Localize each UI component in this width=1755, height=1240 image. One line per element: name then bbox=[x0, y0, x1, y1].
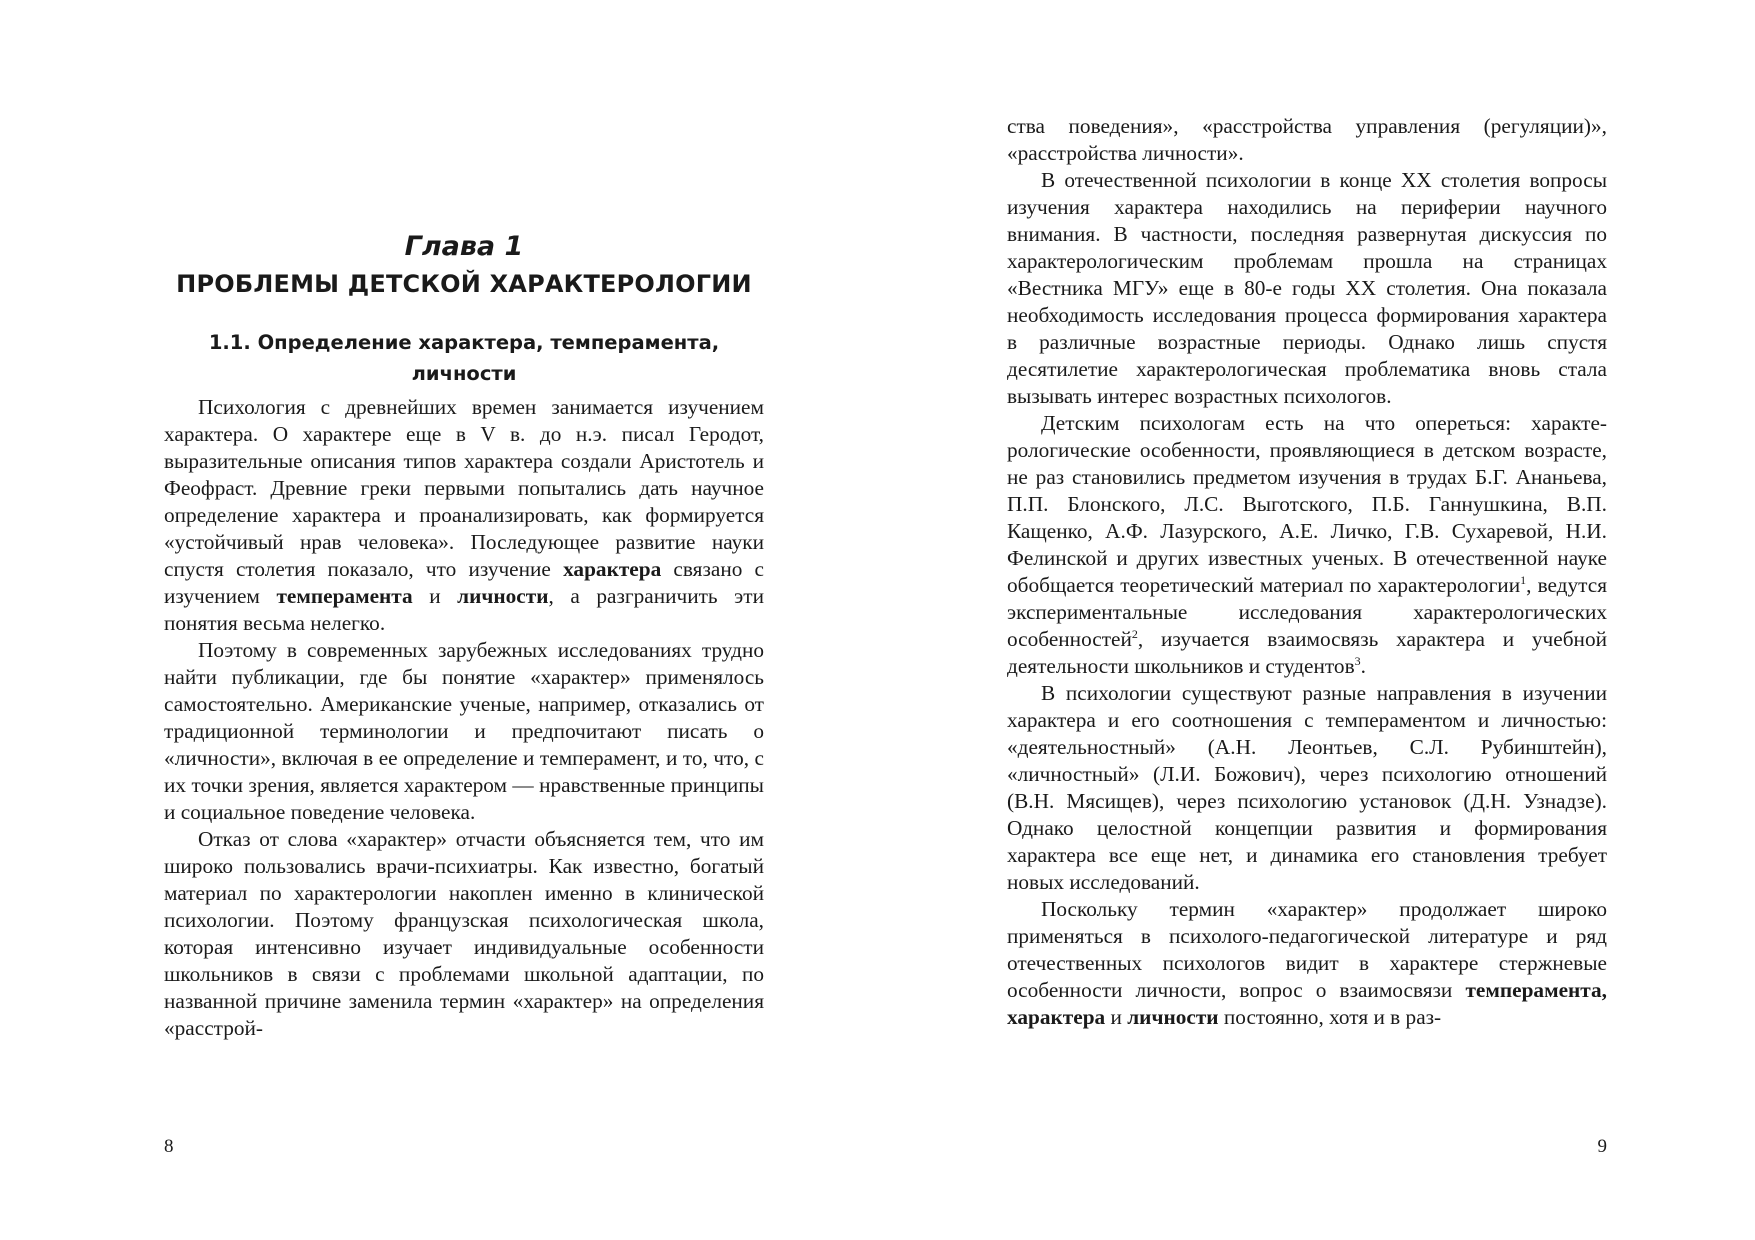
text-span: , изучается взаимосвязь характера и учебной деятельности школьников и студентов bbox=[1007, 627, 1607, 678]
page-number: 9 bbox=[1597, 1136, 1607, 1157]
section-title-line2: личности bbox=[411, 362, 517, 385]
text-span: , а разграничить эти понятия весьма нелегко. bbox=[164, 584, 764, 635]
footnote-ref: 2 bbox=[1131, 627, 1138, 641]
chapter-number: Глава 1 bbox=[404, 231, 524, 262]
chapter-title: ПРОБЛЕМЫ ДЕТСКОЙ ХАРАКТЕРОЛОГИИ bbox=[176, 270, 752, 298]
text-span: , ведутся экспериментальные исследования характерологических особенностей bbox=[1007, 573, 1607, 651]
paragraph-continued: ства поведения», «расстройства управления (регуляции)», «расстройства личности». bbox=[1007, 114, 1607, 165]
bold-term-temperament: темперамента bbox=[276, 584, 413, 608]
text-span: Поскольку термин «характер» продолжает широко применяться в психолого-педагогической литературе и ряд отечественных психологов видит в характере стержневые особенности личности, вопрос о взаимосвязи bbox=[1007, 897, 1607, 1002]
paragraph bbox=[1007, 896, 1607, 1031]
text-span: . bbox=[1360, 654, 1366, 678]
right-body-text bbox=[1007, 113, 1607, 1031]
paragraph: В психологии существуют разные направления в изучении характера и его соотношения с темпераментом и личностью: «деятельностный» (А.Н. Леонтьев, С.Л. Рубинштейн), «личностный» (Л.И. Божович), через психологию отношений (В.Н. Мясищев), через психологию установок (Д.Н. Узнадзе). Однако целостной концепции развития и формирования характера все еще нет, и динамика его становления требует новых исследований. bbox=[1007, 681, 1607, 894]
paragraph: Отказ от слова «характер» отчасти объясняется тем, что им широко пользовались врачи-психиатры. Как известно, богатый материал по характерологии накоплен именно в клинической психологии. Поэтому французская психологическая школа, которая интенсивно изучает индивидуальные особенности школьников в связи с проблемами школьной адаптации, по названной причине заменила термин «характер» на определения «расстрой- bbox=[164, 827, 764, 1040]
bold-term-personality: личности bbox=[457, 584, 549, 608]
bold-term-temperament-character: темперамента, характера bbox=[1007, 978, 1607, 1029]
text-span: Детским психологам есть на что опереться: характерологические особенности, проявляющиеся в детском возрасте, не раз становились предметом изучения в трудах Б.Г. Ананьева, П.П. Блонского, Л.С. Выготского, П.Б. Ганнушкина, В.П. Кащенко, А.Ф. Лазурского, А.Е. Личко, Г.В. Сухаревой, Н.И. Фелинской и других известных ученых. В отечественной науке обобщается теоретический материал по характерологии bbox=[1007, 411, 1607, 597]
left-body-text bbox=[164, 394, 764, 1042]
text-span: и bbox=[1105, 1005, 1128, 1029]
text-span: и bbox=[412, 584, 458, 608]
paragraph: Поэтому в современных зарубежных исследованиях трудно найти публикации, где бы понятие «характер» применялось самостоятельно. Американские ученые, например, отказались от традиционной терминологии и предпочитают писать о «личности», включая в ее определение и темперамент, и то, что, с их точки зрения, является характером — нравственные принципы и социальное поведение человека. bbox=[164, 638, 764, 824]
text-span: постоянно, хотя и в раз- bbox=[1218, 1005, 1442, 1029]
section-title-line1: 1.1. Определение характера, темперамента, bbox=[208, 331, 720, 354]
paragraph: В отечественной психологии в конце XX столетия вопросы изучения характера находились на периферии научного внимания. В частности, последняя развернутая дискуссия по характерологическим проблемам прошла на страницах «Вестника МГУ» еще в 80-е годы XX столетия. Она показала необходимость исследования процесса формирования характера в различные возрастные периоды. Однако лишь спустя десятилетие характерологическая проблематика вновь стала вызывать интерес возрастных психологов. bbox=[1007, 168, 1607, 408]
footnote-ref: 1 bbox=[1520, 573, 1527, 587]
section-title bbox=[164, 327, 764, 389]
paragraph bbox=[164, 394, 764, 637]
footnote-ref: 3 bbox=[1354, 654, 1361, 668]
text-span: Психология с древнейших времен занимается изучением характера. О характере еще в V в. до н.э. писал Геродот, выразительные описания типов характера создали Аристотель и Феофраст. Древние греки первыми попытались дать научное определение характера и проанализировать, как формируется «устойчивый нрав человека». Последующее развитие науки спустя столетия показало, что изучение bbox=[164, 395, 764, 581]
paragraph bbox=[1007, 410, 1607, 680]
page-number: 8 bbox=[164, 1136, 174, 1157]
text-span: связано с изучением bbox=[164, 557, 764, 608]
bold-term-personality: личности bbox=[1127, 1005, 1219, 1029]
bold-term-character: характера bbox=[563, 557, 662, 581]
